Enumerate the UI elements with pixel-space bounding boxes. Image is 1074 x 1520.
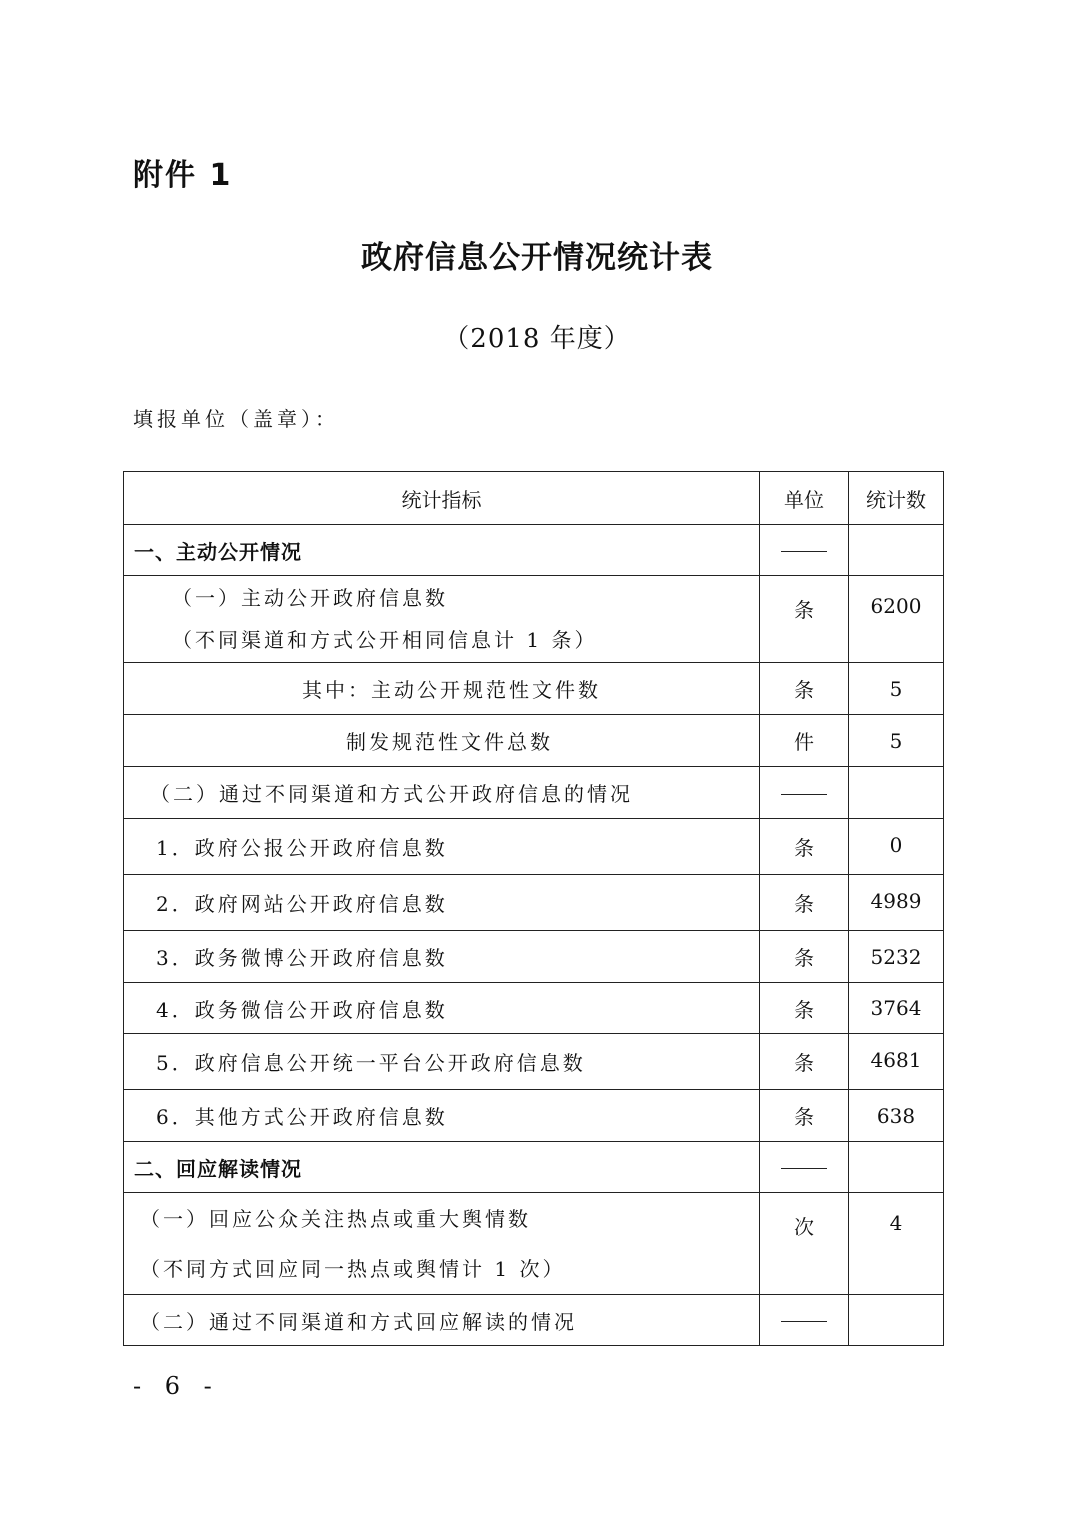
- value-cell: 4: [849, 1193, 944, 1295]
- indicator-note: （不同渠道和方式公开相同信息计 1 条）: [172, 628, 598, 652]
- dash-mark: [781, 794, 827, 795]
- indicator-cell: [124, 931, 760, 983]
- attachment-label: 附件 1: [133, 158, 233, 193]
- value-cell: 0: [849, 819, 944, 875]
- unit-cell: 条: [760, 1090, 849, 1142]
- indicator-cell: [124, 663, 760, 715]
- value-cell: 4681: [849, 1034, 944, 1090]
- indicator-text: （二）通过不同渠道和方式公开政府信息的情况: [150, 782, 633, 806]
- indicator-text: 4．政务微信公开政府信息数: [156, 997, 448, 1022]
- value-cell: 4989: [849, 875, 944, 931]
- unit-cell: 条: [760, 576, 849, 663]
- section-heading: 二、回应解读情况: [124, 1142, 760, 1193]
- header-unit: 单位: [760, 472, 849, 525]
- indicator-cell: [124, 1034, 760, 1090]
- dash-mark: [781, 1168, 827, 1169]
- value-cell: 5: [849, 715, 944, 767]
- value-cell: 5232: [849, 931, 944, 983]
- statistics-table: [123, 471, 944, 1346]
- value-cell: 638: [849, 1090, 944, 1142]
- table-row: [124, 931, 944, 983]
- table-row: [124, 663, 944, 715]
- indicator-text: （二）通过不同渠道和方式回应解读的情况: [140, 1309, 577, 1334]
- page-number: - 6 -: [133, 1372, 220, 1400]
- indicator-cell: [124, 1193, 760, 1295]
- unit-cell: 件: [760, 715, 849, 767]
- table-row: [124, 875, 944, 931]
- indicator-text: 制发规范性文件总数: [346, 730, 553, 754]
- value-cell: 5: [849, 663, 944, 715]
- unit-cell: [760, 1142, 849, 1193]
- indicator-text: 2．政府网站公开政府信息数: [156, 892, 448, 916]
- table-row: [124, 819, 944, 875]
- indicator-note: （不同方式回应同一热点或舆情计 1 次）: [140, 1256, 566, 1281]
- table-row: [124, 1193, 944, 1295]
- table-row: [124, 1090, 944, 1142]
- table-row: [124, 1034, 944, 1090]
- unit-cell: [760, 767, 849, 819]
- value-cell: [849, 525, 944, 576]
- table-row: [124, 576, 944, 663]
- value-cell: [849, 767, 944, 819]
- value-cell: 3764: [849, 983, 944, 1034]
- table-row: [124, 767, 944, 819]
- indicator-cell: [124, 819, 760, 875]
- value-cell: [849, 1295, 944, 1346]
- indicator-text: 其中：主动公开规范性文件数: [302, 678, 601, 702]
- value-cell: [849, 1142, 944, 1193]
- document-title: 政府信息公开情况统计表: [361, 240, 713, 276]
- indicator-text: （一）主动公开政府信息数: [172, 586, 448, 610]
- unit-cell: [760, 1295, 849, 1346]
- table-header-row: [124, 472, 944, 525]
- document-year: （2018 年度）: [443, 324, 631, 354]
- indicator-cell: [124, 875, 760, 931]
- filler-unit-label: 填报单位（盖章）：: [133, 407, 339, 431]
- table-row: [124, 1295, 944, 1346]
- dash-mark: [781, 1321, 827, 1322]
- unit-cell: 条: [760, 663, 849, 715]
- indicator-text: 3．政务微博公开政府信息数: [156, 946, 448, 970]
- indicator-text: 6．其他方式公开政府信息数: [156, 1105, 448, 1129]
- header-value: 统计数: [849, 472, 944, 525]
- unit-cell: 条: [760, 931, 849, 983]
- unit-cell: 条: [760, 819, 849, 875]
- unit-cell: 条: [760, 983, 849, 1034]
- indicator-cell: [124, 1295, 760, 1346]
- unit-cell: [760, 525, 849, 576]
- indicator-cell: [124, 1090, 760, 1142]
- indicator-cell: [124, 767, 760, 819]
- table-row: [124, 525, 944, 576]
- indicator-text: （一）回应公众关注热点或重大舆情数: [140, 1206, 531, 1231]
- table-row: [124, 715, 944, 767]
- indicator-text: 5．政府信息公开统一平台公开政府信息数: [156, 1051, 586, 1075]
- section-heading: 一、主动公开情况: [124, 525, 760, 576]
- indicator-cell: [124, 576, 760, 663]
- dash-mark: [781, 551, 827, 552]
- unit-cell: 次: [760, 1193, 849, 1295]
- value-cell: 6200: [849, 576, 944, 663]
- header-indicator: 统计指标: [124, 472, 760, 525]
- unit-cell: 条: [760, 875, 849, 931]
- indicator-text: 1．政府公报公开政府信息数: [156, 836, 448, 860]
- indicator-cell: [124, 983, 760, 1034]
- table-row: [124, 1142, 944, 1193]
- indicator-cell: [124, 715, 760, 767]
- unit-cell: 条: [760, 1034, 849, 1090]
- table-row: [124, 983, 944, 1034]
